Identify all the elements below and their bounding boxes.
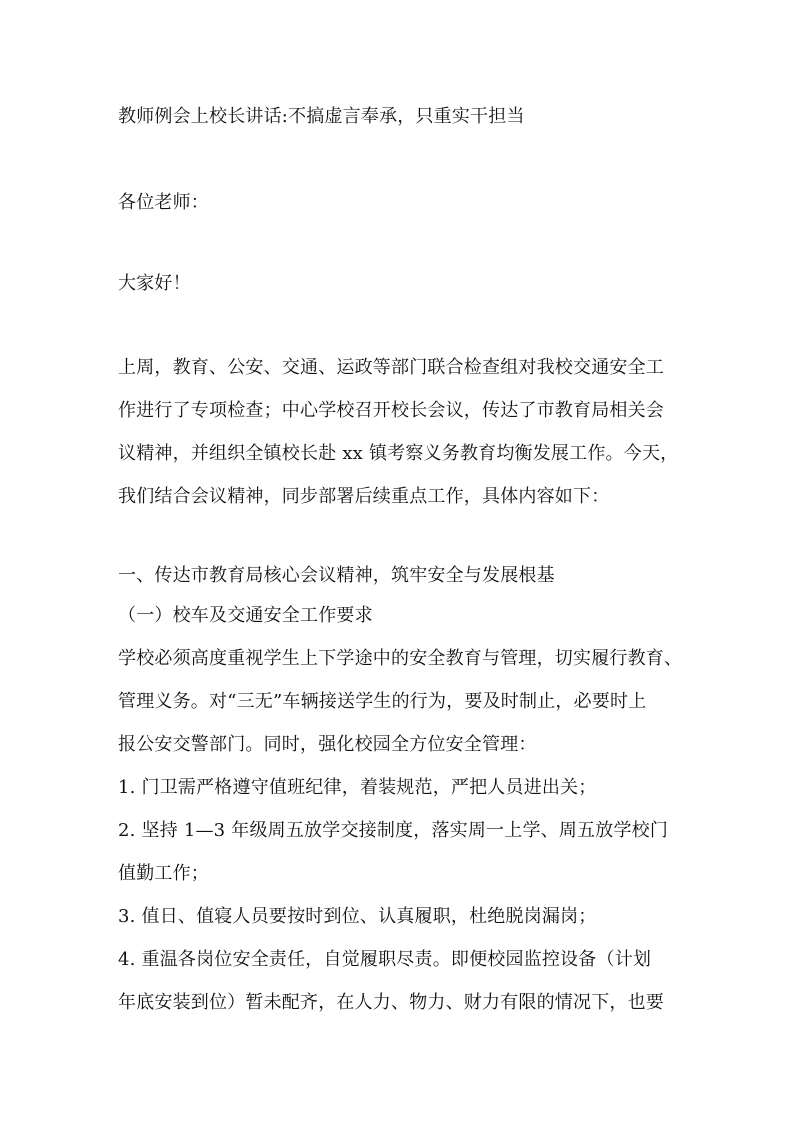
list-item-2: 2. 坚持 1—3 年级周五放学交接制度，落实周一上学、周五放学校门 [118,820,669,841]
intro-line-1: 上周，教育、公安、交通、运政等部门联合检查组对我校交通安全工 [118,357,664,378]
section1-heading: 一、传达市教育局核心会议精神，筑牢安全与发展根基 [118,565,555,586]
greeting: 大家好！ [118,273,191,294]
section1-body-line-1: 学校必须高度重视学生上下学途中的安全教育与管理，切实履行教育、 [118,648,683,669]
list-item-4: 4. 重温各岗位安全责任，自觉履职尽责。即便校园监控设备（计划 [118,949,652,970]
section1-subheading: （一）校车及交通安全工作要求 [118,605,373,626]
document-title: 教师例会上校长讲话:不搞虚言奉承，只重实干担当 [118,106,525,127]
list-item-1: 1. 门卫需严格遵守值班纪律，着装规范，严把人员进出关； [118,777,597,798]
intro-line-2: 作进行了专项检查；中心学校召开校长会议，传达了市教育局相关会 [118,400,664,421]
section1-body-line-2: 管理义务。对“三无”车辆接送学生的行为，要及时制止，必要时上 [118,691,647,712]
section1-body-line-3: 报公安交警部门。同时，强化校园全方位安全管理： [118,734,537,755]
intro-line-3: 议精神，并组织全镇校长赴 xx 镇考察义务教育均衡发展工作。今天， [118,443,679,464]
list-item-2-cont: 值勤工作； [118,863,209,884]
list-item-3: 3. 值日、值寝人员要按时到位、认真履职，杜绝脱岗漏岗； [118,906,597,927]
intro-line-4: 我们结合会议精神，同步部署后续重点工作，具体内容如下： [118,486,610,507]
list-item-4-cont: 年底安装到位）暂未配齐，在人力、物力、财力有限的情况下，也要 [118,992,664,1013]
salutation: 各位老师： [118,192,209,213]
